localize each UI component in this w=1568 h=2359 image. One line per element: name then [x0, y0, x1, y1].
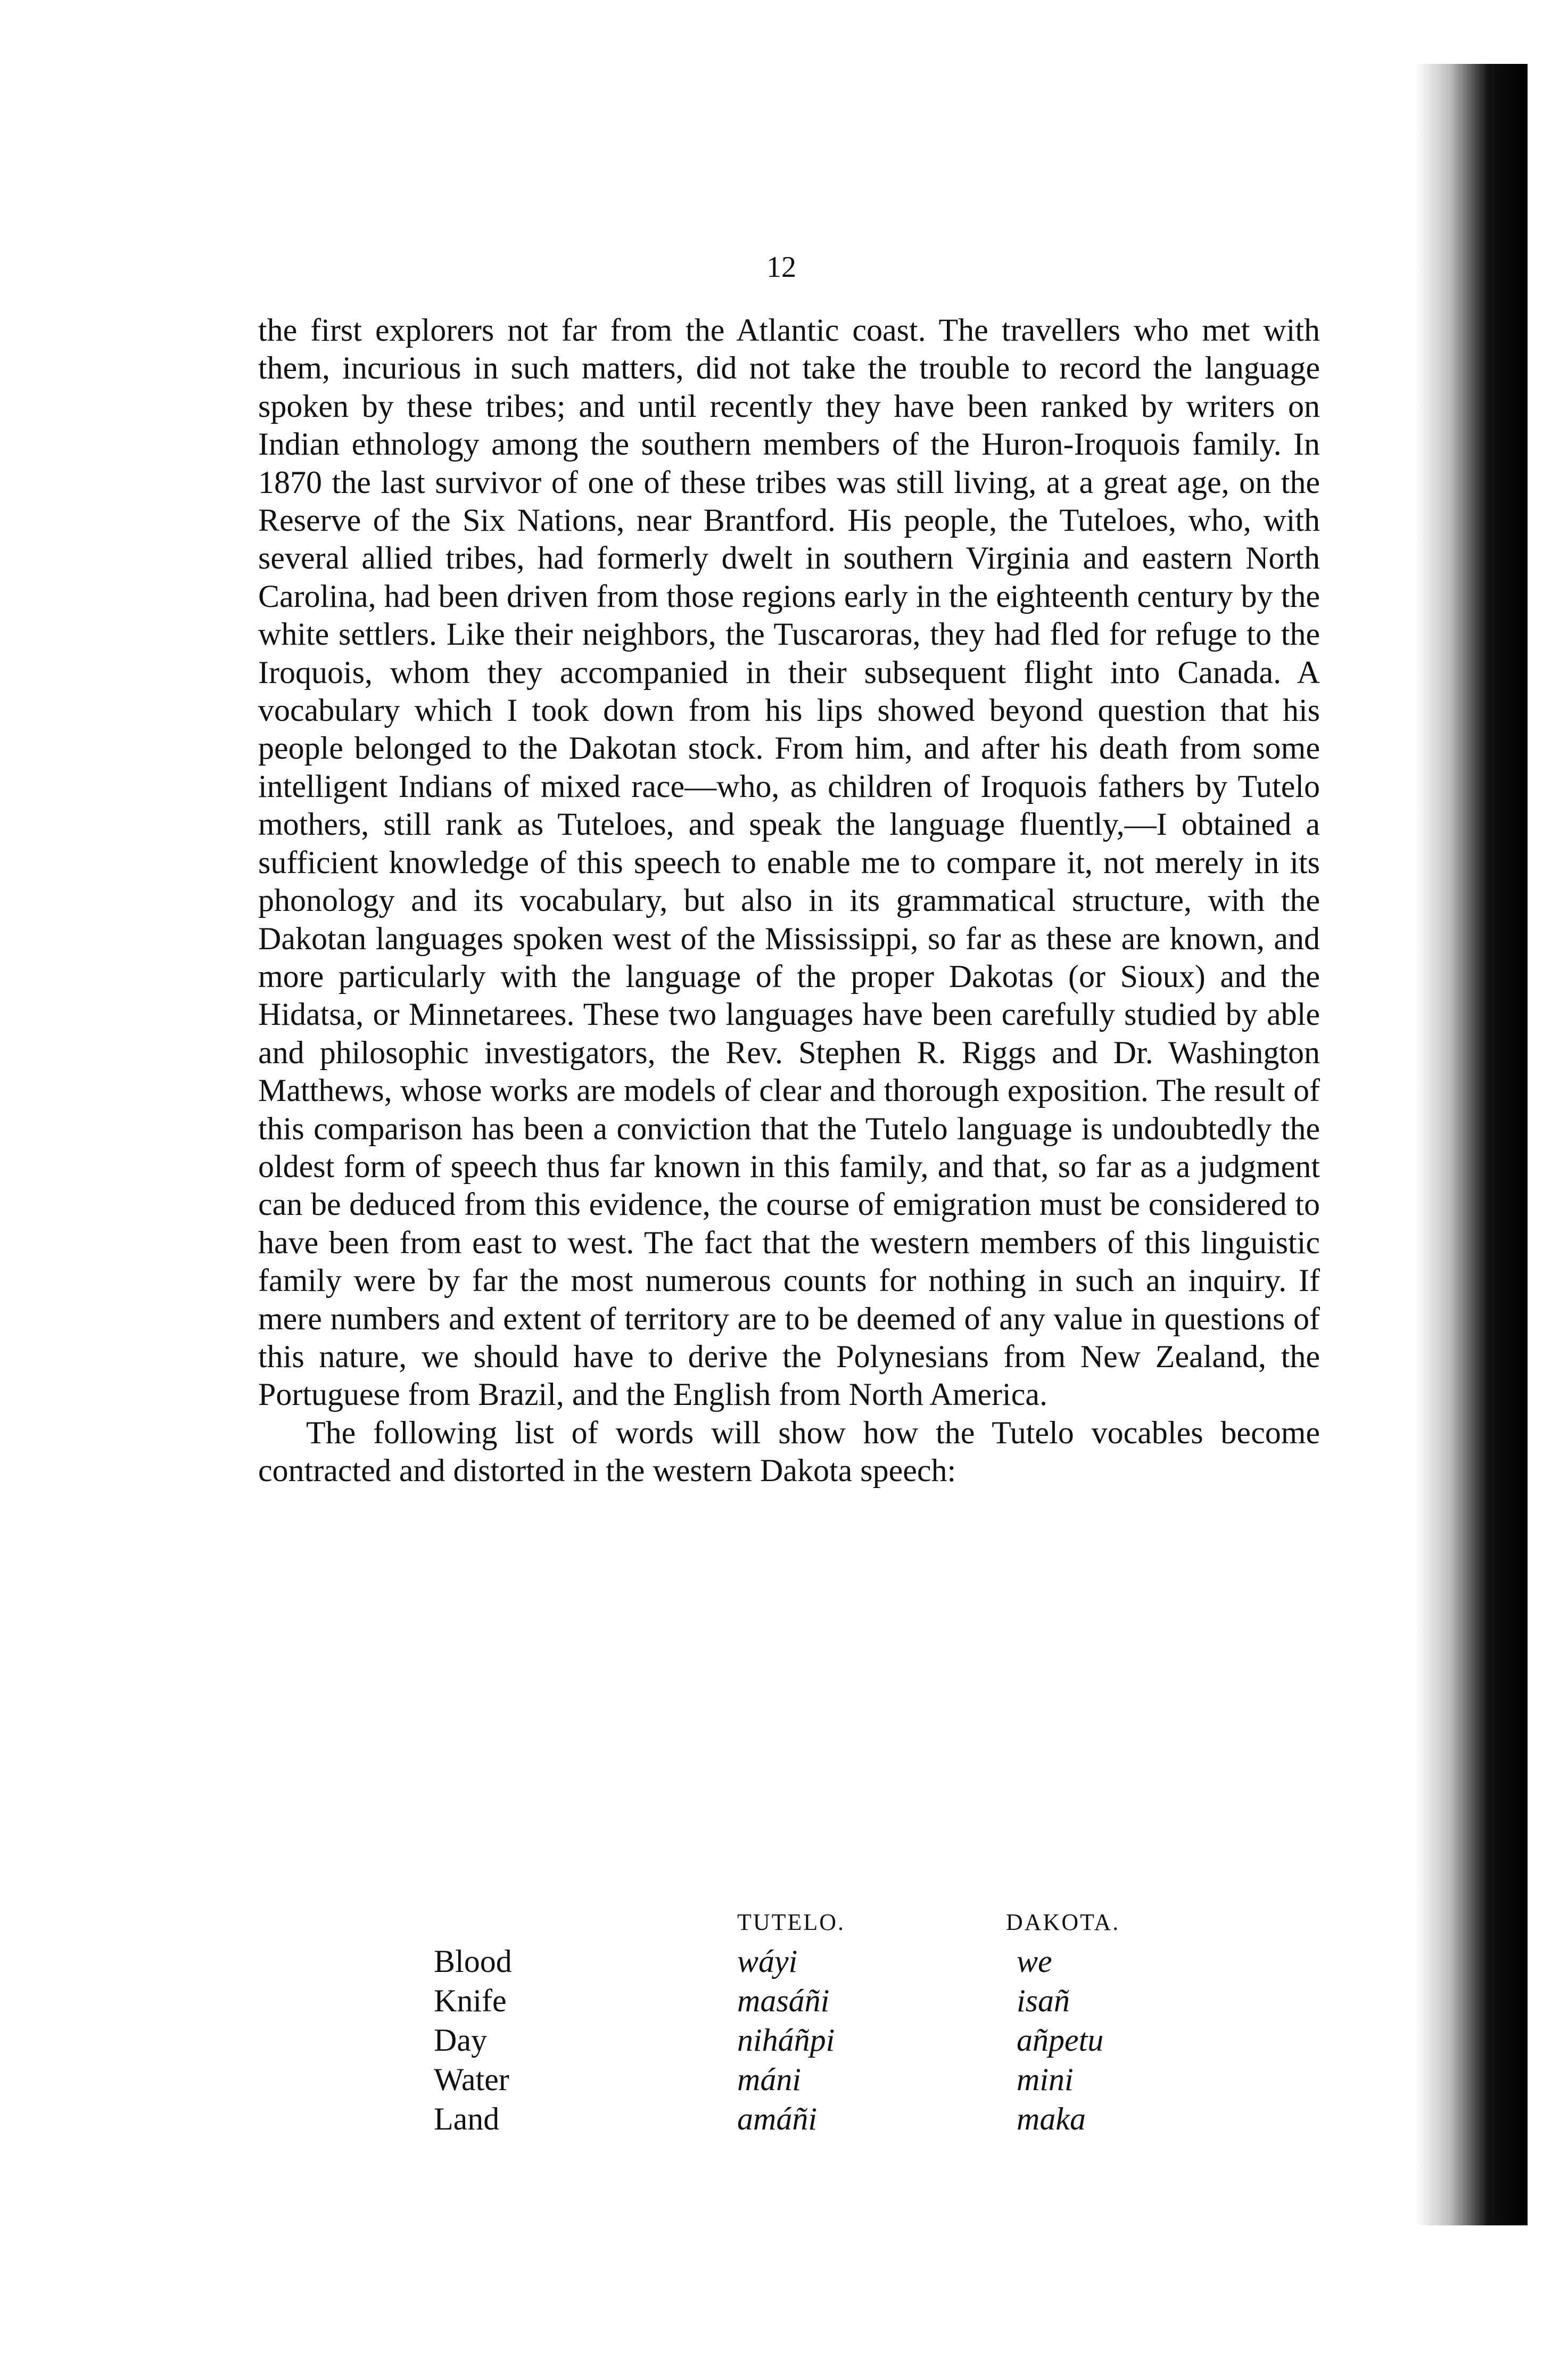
body-text	[258, 311, 1320, 1490]
vocab-row-land	[0, 2101, 1568, 2140]
tutelo-word: amáñi	[737, 2101, 817, 2136]
paragraph-1: the first explorers not far from the Atlantic coast. The travellers who met with them, incurious in such matters, did not take the trouble to record the language spoken by these tribes; and until recently they have been ranked by writers on Indian ethnology among the southern members of the Huron-Iroquois family. In 1870 the last survivor of one of these tribes was still living, at a great age, on the Reserve of the Six Nations, near Brantford. His people, the Tuteloes, who, with several allied tribes, had formerly dwelt in southern Virginia and eastern North Carolina, had been driven from those regions early in the eighteenth century by the white settlers. Like their neighbors, the Tuscaroras, they had fled for refuge to the Iroquois, whom they accompanied in their subsequent flight into Canada. A vocabulary which I took down from his lips showed beyond question that his people belonged to the Dakotan stock. From him, and after his death from some intelligent Indians of mixed race—who, as children of Iroquois fathers by Tutelo mothers, still rank as Tuteloes, and speak the language fluently,—I obtained a sufficient knowledge of this speech to enable me to compare it, not merely in its phonology and its vocabulary, but also in its grammatical structure, with the Dakotan languages spoken west of the Mississippi, so far as these are known, and more particularly with the language of the proper Dakotas (or Sioux) and the Hidatsa, or Minnetarees. These two languages have been carefully studied by able and philosophic investigators, the Rev. Stephen R. Riggs and Dr. Washington Matthews, whose works are models of clear and thorough exposition. The result of this comparison has been a conviction that the Tutelo language is undoubtedly the oldest form of speech thus far known in this family, and that, so far as a judgment can be deduced from this evidence, the course of emigration must be considered to have been from east to west. The fact that the western members of this linguistic family were by far the most numerous counts for nothing in such an inquiry. If mere numbers and extent of territory are to be deemed of any value in questions of this nature, we should have to derive the Polynesians from New Zealand, the Portuguese from Brazil, and the English from North America.	[258, 313, 1320, 1412]
tutelo-column-header: TUTELO.	[737, 1909, 846, 1935]
tutelo-word: máni	[737, 2062, 801, 2097]
page-edge-shadow	[1416, 64, 1528, 2225]
english-word: Knife	[434, 1983, 507, 2018]
dakota-word: maka	[1017, 2101, 1086, 2136]
tutelo-word: niháñpi	[737, 2023, 835, 2058]
vocab-row-knife	[0, 1983, 1568, 2022]
page-number: 12	[766, 251, 796, 284]
english-word: Water	[434, 2062, 509, 2097]
dakota-column-header: DAKOTA.	[1006, 1909, 1120, 1935]
english-word: Land	[434, 2101, 500, 2136]
vocab-row-day	[0, 2022, 1568, 2061]
dakota-word: we	[1017, 1944, 1052, 1979]
english-word: Day	[434, 2023, 487, 2058]
english-word: Blood	[434, 1944, 512, 1979]
vocab-row-blood	[0, 1943, 1568, 1983]
dakota-word: isañ	[1017, 1983, 1070, 2018]
paragraph-2: The following list of words will show how the Tutelo vocables become contracted and distorted in the western Dakota speech:	[258, 1415, 1320, 1489]
tutelo-word: wáyi	[737, 1944, 798, 1979]
dakota-word: añpetu	[1017, 2023, 1104, 2058]
dakota-word: mini	[1017, 2062, 1074, 2097]
tutelo-word: masáñi	[737, 1983, 830, 2018]
vocab-row-water	[0, 2061, 1568, 2101]
